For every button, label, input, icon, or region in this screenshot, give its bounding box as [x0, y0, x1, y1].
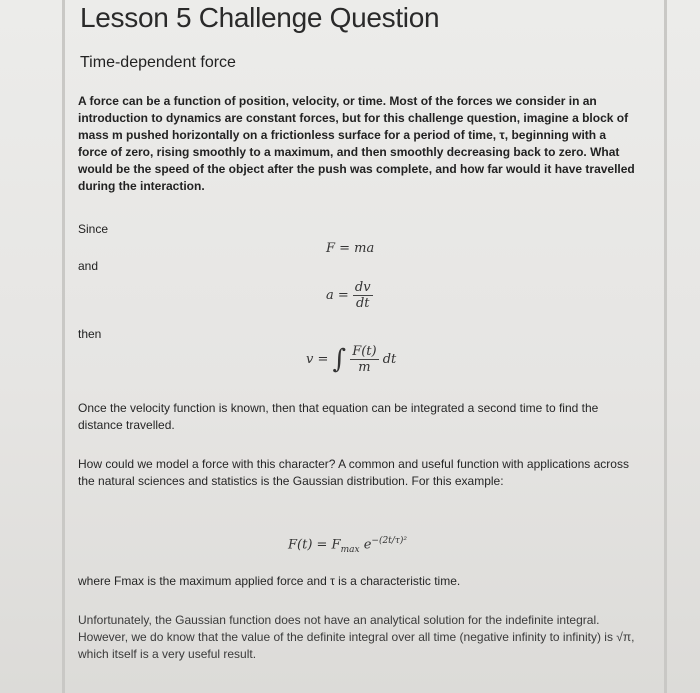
vel-lhs: v =	[306, 352, 329, 367]
paragraph-unfortunately: Unfortunately, the Gaussian function does not have an analytical solution for the indefinite integral. However, we do know that the value of the definite integral over all time (negative infinity to infinity) is √π, which itself is a very useful result.	[78, 613, 635, 661]
vel-fraction	[350, 344, 378, 375]
gauss-lhs: F(t) = F	[288, 537, 341, 553]
label-and: and	[78, 259, 99, 273]
vel-numerator: F(t)	[352, 344, 377, 359]
page-edge-left	[62, 0, 65, 693]
label-then: then	[78, 327, 102, 341]
paragraph-where: where Fmax is the maximum applied force and τ is a characteristic time.	[78, 574, 461, 588]
accel-denominator: dt	[355, 296, 370, 311]
paragraph-velocity: Once the velocity function is known, then that equation can be integrated a second time to find the distance travelled.	[78, 401, 599, 432]
equation-newton: F = ma	[326, 241, 375, 256]
equation-acceleration	[326, 280, 373, 311]
integral-symbol: ∫	[332, 344, 347, 375]
accel-fraction	[353, 280, 373, 311]
page-edge-right	[664, 0, 667, 693]
vel-denominator: m	[358, 360, 371, 375]
page-title: Lesson 5 Challenge Question	[80, 2, 440, 33]
accel-lhs: a =	[326, 288, 349, 303]
gauss-subscript: max	[340, 544, 360, 555]
gauss-exponent: −(2t/τ)²	[371, 536, 407, 546]
intro-paragraph: A force can be a function of position, velocity, or time. Most of the forces we consider in an introduction to dynamics are constant forces, but for this challenge question, imagine a block of mass m pushed horizontally on a frictionless surface for a period of time, τ, beginning with a force of zero, rising smoothly to a maximum, and then smoothly decreasing back to zero. What would be the speed of the object after the push was complete, and how far would it have travelled during the interaction.	[78, 94, 635, 193]
equation-velocity	[306, 344, 396, 375]
vel-dt: dt	[382, 352, 397, 367]
label-since: Since	[78, 222, 109, 236]
equation-gaussian	[288, 536, 407, 555]
section-subtitle: Time-dependent force	[80, 54, 236, 71]
gauss-e: e	[363, 537, 372, 553]
accel-numerator: dv	[354, 280, 371, 295]
paragraph-model: How could we model a force with this character? A common and useful function with applications across the natural sciences and statistics is the Gaussian distribution. For this example:	[78, 457, 629, 488]
